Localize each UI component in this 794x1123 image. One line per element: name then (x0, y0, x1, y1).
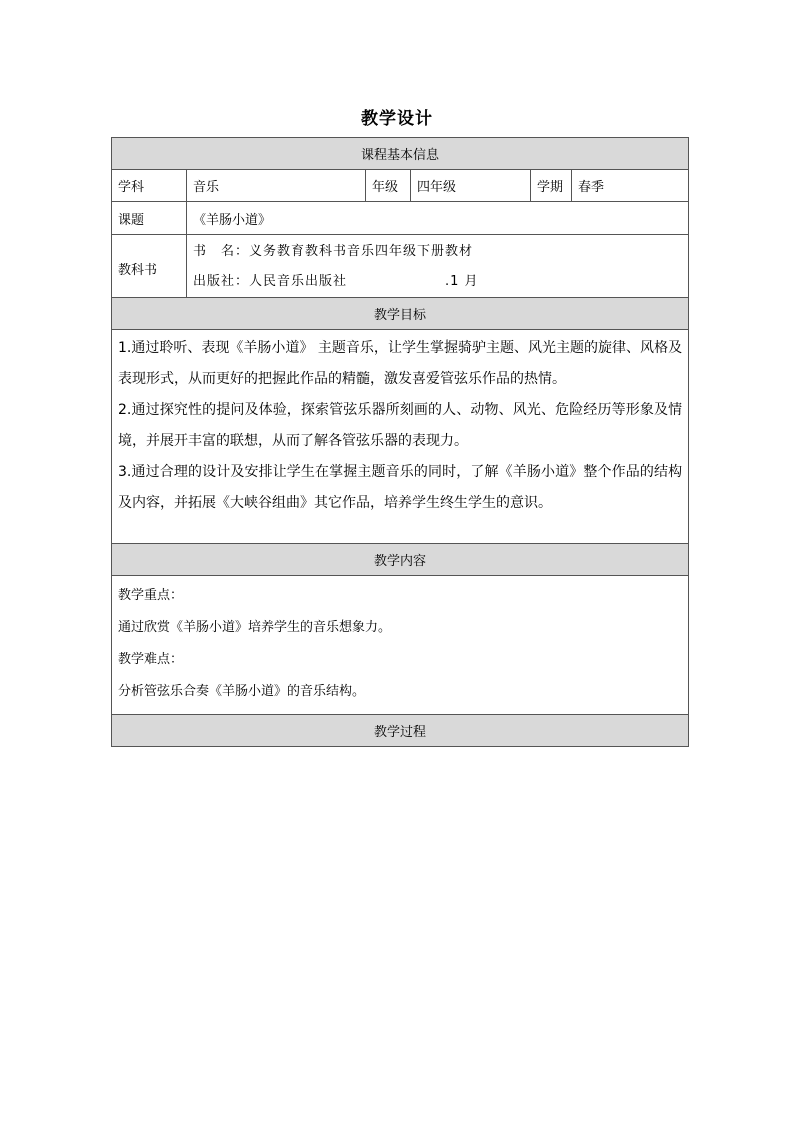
textbook-info (187, 235, 689, 298)
document-title: 教学设计 (361, 109, 433, 129)
term-label: 学期 (531, 170, 572, 202)
goals-body (112, 330, 689, 544)
textbook-label: 教科书 (112, 235, 187, 298)
term-value: 春季 (572, 170, 689, 202)
goal-item-1: 1.通过聆听、表现《羊肠小道》 主题音乐，让学生掌握骑驴主题、风光主题的旋律、风格及表现形式，从而更好的把握此作品的精髓，激发喜爱管弦乐作品的热情。 (118, 340, 683, 387)
textbook-name: 书 名：义务教育教科书音乐四年级下册教材 (193, 244, 474, 259)
subject-value: 音乐 (187, 170, 366, 202)
goal-item-3: 3.通过合理的设计及安排让学生在掌握主题音乐的同时，了解《羊肠小道》整个作品的结构及内容，并拓展《大峡谷组曲》其它作品，培养学生终生学生的意识。 (118, 464, 683, 511)
basic-info-header-row (112, 138, 689, 170)
content-header-row (112, 544, 689, 576)
textbook-row (112, 235, 689, 298)
goals-header-row (112, 298, 689, 330)
process-header-row (112, 715, 689, 747)
content-body (112, 576, 689, 715)
subject-row (112, 170, 689, 202)
grade-value: 四年级 (411, 170, 531, 202)
goals-header: 教学目标 (112, 298, 689, 330)
topic-label: 课题 (112, 202, 187, 235)
key-point-text: 通过欣赏《羊肠小道》培养学生的音乐想象力。 (118, 620, 392, 635)
content-header: 教学内容 (112, 544, 689, 576)
basic-info-header: 课程基本信息 (112, 138, 689, 170)
grade-label: 年级 (366, 170, 411, 202)
difficulty-text: 分析管弦乐合奏《羊肠小道》的音乐结构。 (118, 684, 366, 699)
goal-item-2: 2.通过探究性的提问及体验，探索管弦乐器所刻画的人、动物、风光、危险经历等形象及情境，并展开丰富的联想，从而了解各管弦乐器的表现力。 (118, 402, 683, 449)
textbook-publisher: 出版社：人民音乐出版社 .1 月 (193, 274, 479, 289)
goals-row (112, 330, 689, 544)
key-point-label: 教学重点： (118, 588, 184, 603)
process-header: 教学过程 (112, 715, 689, 747)
subject-label: 学科 (112, 170, 187, 202)
topic-row (112, 202, 689, 235)
topic-value: 《羊肠小道》 (187, 202, 689, 235)
difficulty-label: 教学难点： (118, 652, 184, 667)
content-row (112, 576, 689, 715)
lesson-plan-table (111, 137, 689, 747)
